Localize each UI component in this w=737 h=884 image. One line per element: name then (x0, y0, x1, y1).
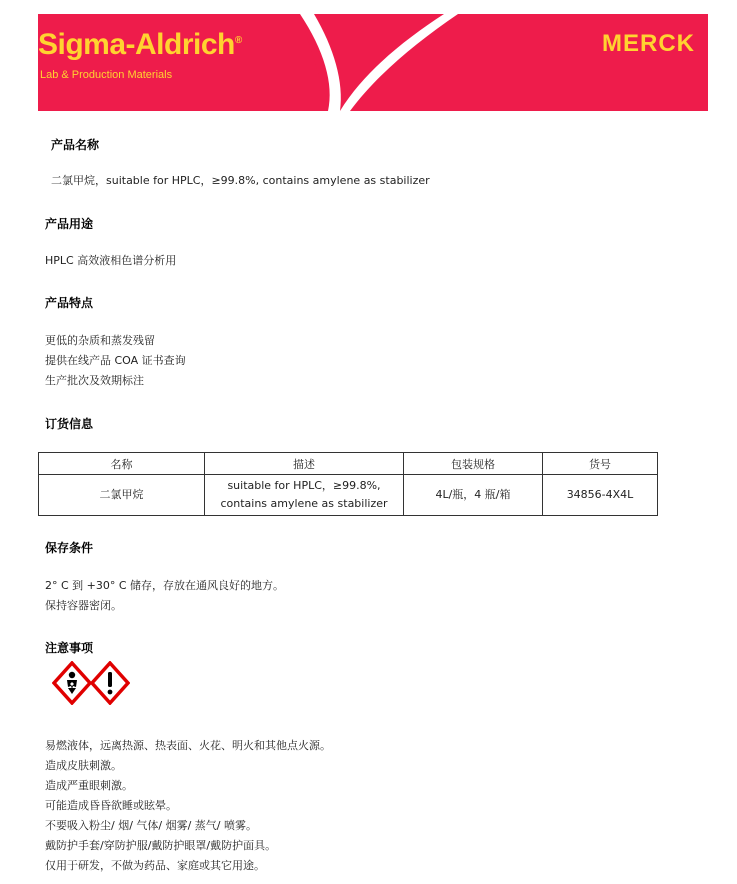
cell-package: 4L/瓶，4 瓶/箱 (404, 475, 543, 516)
column-header: 包装规格 (404, 453, 543, 475)
cell-catalog-number: 34856-4X4L (543, 475, 658, 516)
cell-name: 二氯甲烷 (39, 475, 205, 516)
brand-logo: Sigma-Aldrich® (38, 28, 242, 61)
section-heading-name: 产品名称 (51, 138, 100, 152)
cell-description: suitable for HPLC，≥99.8%, contains amylene as stabilizer (205, 475, 404, 516)
precaution-item: 造成皮肤刺激。 (45, 759, 122, 772)
section-heading-use: 产品用途 (45, 217, 94, 231)
column-header: 名称 (39, 453, 205, 475)
feature-item: 提供在线产品 COA 证书查询 (45, 354, 186, 367)
column-header: 货号 (543, 453, 658, 475)
precaution-item: 仅用于研发，不做为药品、家庭或其它用途。 (45, 859, 265, 872)
precaution-item: 易燃液体，远离热源、热表面、火花、明火和其他点火源。 (45, 739, 331, 752)
column-header: 描述 (205, 453, 404, 475)
product-name-text: 二氯甲烷，suitable for HPLC，≥99.8%, contains amylene as stabilizer (51, 174, 430, 187)
exclamation-icon (92, 663, 128, 703)
ghs-pictograms (52, 661, 130, 709)
precautions-list (45, 736, 331, 876)
precaution-item: 戴防护手套/穿防护服/戴防护眼罩/戴防护面具。 (45, 839, 277, 852)
feature-item: 生产批次及效期标注 (45, 374, 144, 387)
precaution-item: 可能造成昏昏欲睡或眩晕。 (45, 799, 177, 812)
section-heading-order: 订货信息 (45, 417, 94, 431)
health-hazard-icon (54, 663, 90, 703)
merck-logo: MERCK (602, 30, 695, 57)
order-table (38, 452, 658, 516)
storage-line: 保持容器密闭。 (45, 599, 122, 612)
brand-subtitle: Lab & Production Materials (40, 69, 173, 81)
product-use-text: HPLC 高效液相色谱分析用 (45, 254, 177, 267)
precaution-item: 不要吸入粉尘/ 烟/ 气体/ 烟雾/ 蒸气/ 喷雾。 (45, 819, 258, 832)
section-heading-features: 产品特点 (45, 296, 94, 310)
section-heading-precautions: 注意事项 (45, 641, 94, 655)
precaution-item: 造成严重眼刺激。 (45, 779, 133, 792)
table-row (39, 475, 658, 516)
section-heading-storage: 保存条件 (45, 541, 94, 555)
table-header-row (39, 453, 658, 475)
storage-text (45, 576, 284, 616)
feature-item: 更低的杂质和蒸发残留 (45, 334, 155, 347)
storage-line: 2° C 到 +30° C 储存，存放在通风良好的地方。 (45, 579, 285, 592)
features-list (45, 331, 186, 391)
